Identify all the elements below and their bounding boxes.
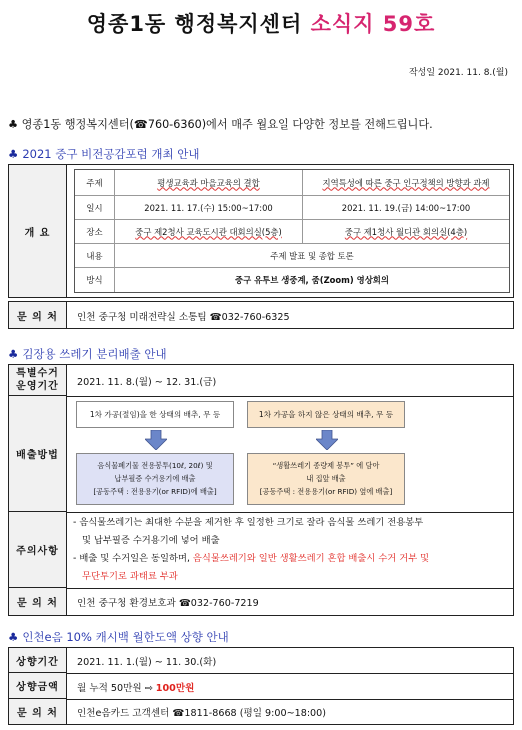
topic-session1: 평생교육과 마을교육의 결합 [115,170,303,196]
intro-text: 영종1동 행정복지센터(☎760-6360)에서 매주 월요일 다양한 정보를 전해드립니다. [21,118,433,131]
row-label-content: 내용 [75,244,115,268]
newsletter-title [0,8,522,38]
club-icon: ♣ [8,630,19,644]
method-right-line3: [공동주택 : 전용용기(or RFID) 옆에 배출] [259,487,393,496]
period-label: 특별수거 운영기간 [9,365,67,396]
period-cell [67,365,513,397]
club-icon: ♣ [8,347,19,361]
row-label-topic: 주제 [75,170,115,196]
venue-session1: 중구 제2청사 교육도시관 대회의실(5층) [115,220,303,244]
row-label-datetime: 일시 [75,196,115,220]
cashback-period-cell [67,648,513,674]
period-text: 2021. 11. 8.(월) ~ 12. 31.(금) [77,377,217,388]
method-left-line3: [공동주택 : 전용용기(or RFID)에 배출] [93,487,217,496]
section2-title: 김장용 쓰레기 분리배출 안내 [22,347,167,361]
title-highlight: 소식지 59호 [310,12,436,36]
forum-overview-box [8,164,514,298]
datetime-session1: 2021. 11. 17.(수) 15:00~17:00 [115,196,303,220]
cashback-period-text: 2021. 11. 1.(월) ~ 11. 30.(화) [77,657,217,668]
forum-contact-text: 인천 중구청 미래전략실 소통팀 ☎032-760-6325 [77,312,290,323]
caution-item-2-cont: 무단투기로 과태료 부과 [82,571,178,582]
cashback-period-label: 상향기간 [9,648,67,673]
written-date: 작성일 2021. 11. 8.(월) [408,68,508,78]
method-right-line1: “생활쓰레기 종량제 봉투” 에 담아 [272,461,380,470]
venue-session2: 중구 제1청사 월디관 회의실(4층) [303,220,509,244]
cashback-amount-label: 상향금액 [9,673,67,699]
club-icon: ♣ [8,147,19,161]
method-left-top: 1차 가공(절임)을 한 상태의 배추, 무 등 [76,401,234,428]
datetime-session2: 2021. 11. 19.(금) 14:00~17:00 [303,196,509,220]
method-left-bottom [76,453,234,505]
section3-title: 인천e음 10% 캐시백 월한도액 상향 안내 [22,630,229,644]
forum-detail-table [74,169,510,293]
method-merged: 중구 유투브 생중계, 줌(Zoom) 영상회의 [235,275,389,285]
caution-item-1: - 음식물쓰레기는 최대한 수분을 제거한 후 일정한 크기로 잘라 음식물 쓰레기 전용봉투 [73,517,424,528]
method-right-line2: 내 집앞 배출 [306,474,346,483]
section2-heading [8,346,167,362]
cashback-amount-text: 월 누적 50만원 ⇨ 100만원 [77,683,195,694]
caution-label: 주의사항 [9,512,67,588]
cashback-contact-label: 문 의 처 [9,699,67,724]
waste-contact-text: 인천 중구청 환경보호과 ☎032-760-7219 [77,598,259,609]
method-left-line2: 납부필증 수거용기에 배출 [114,474,196,483]
method-label: 배출방법 [9,396,67,512]
kimchi-waste-box [8,364,514,616]
arrow-down-icon [316,430,338,450]
title-main: 영종1동 행정복지센터 [86,12,303,36]
method-right-top: 1차 가공을 하지 않은 상태의 배추, 무 등 [247,401,405,428]
content-merged: 주제 발표 및 종합 토론 [115,244,509,268]
intro-line [8,116,433,132]
caution-item-1-cont: 및 납부필증 수거용기에 넣어 배출 [82,535,220,546]
club-icon: ♣ [8,118,19,131]
section1-title: 2021 중구 비전공감포럼 개최 안내 [22,147,200,161]
row-label-venue: 장소 [75,220,115,244]
method-left-line1: 음식물폐기물 전용봉투(10ℓ, 20ℓ) 및 [97,461,213,470]
section3-heading [8,629,229,645]
overview-label: 개 요 [9,165,67,297]
arrow-down-icon [145,430,167,450]
topic-session2: 지역특성에 따른 중구 인구정책의 방향과 과제 [303,170,509,196]
cashback-contact-text: 인천e음카드 고객센터 ☎1811-8668 (평일 9:00~18:00) [77,708,327,719]
cashback-box [8,647,514,725]
row-label-method: 방식 [75,268,115,292]
caution-cell [67,512,513,589]
method-cell [67,396,513,513]
contact-label: 문 의 처 [9,588,67,615]
contact-label: 문 의 처 [9,302,67,328]
forum-contact-row [8,301,514,329]
cashback-amount-cell [67,673,513,700]
section1-heading [8,146,200,162]
method-right-bottom [247,453,405,505]
caution-item-2: - 배출 및 수거일은 동일하며, 음식물쓰레기와 일반 생활쓰레기 혼합 배출시 수거 거부 및 [73,553,430,564]
